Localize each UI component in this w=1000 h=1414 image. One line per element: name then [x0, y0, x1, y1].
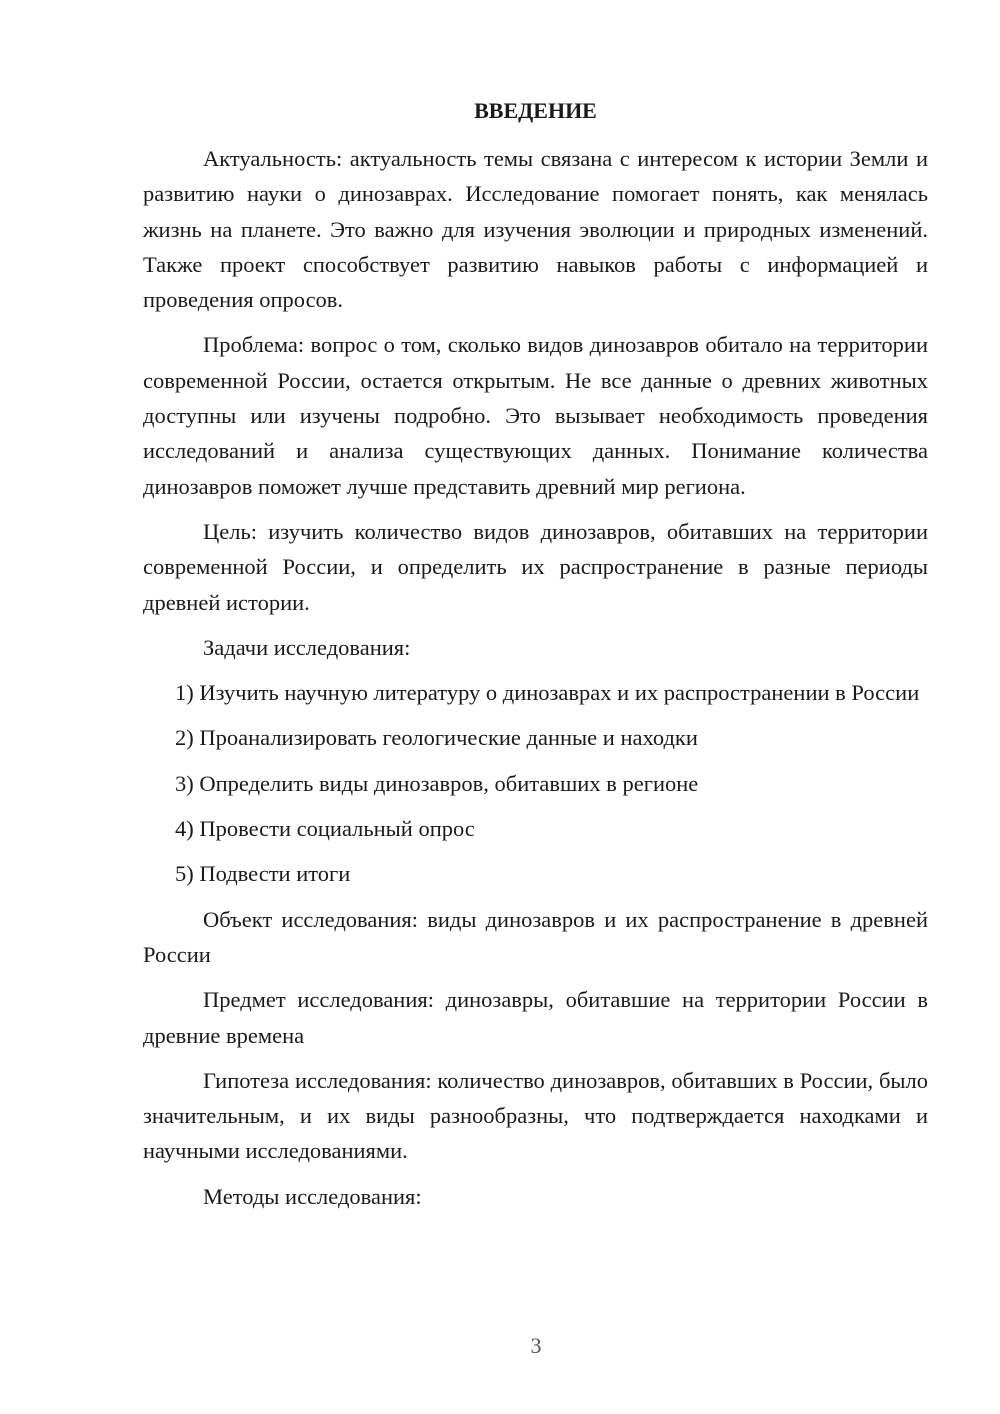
object-paragraph: Объект исследования: виды динозавров и их распространение в древней России — [143, 906, 928, 967]
task-list-item: 1) Изучить научную литературу о динозаврах и их распространении в России — [175, 680, 920, 706]
page-number: 3 — [530, 1333, 542, 1358]
goal-paragraph: Цель: изучить количество видов динозавров, обитавших на территории современной России, и определить их распространение в разные периоды древней истории. — [143, 518, 928, 615]
page-title: ВВЕДЕНИЕ — [474, 98, 597, 123]
task-list-item: 2) Проанализировать геологические данные и находки — [175, 725, 698, 751]
hypothesis-paragraph: Гипотеза исследования: количество динозавров, обитавших в России, было значительным, и их виды разнообразны, что подтверждается находками и научными исследованиями. — [143, 1067, 928, 1164]
task-list-item: 3) Определить виды динозавров, обитавших в регионе — [175, 770, 699, 796]
document-page — [143, 94, 928, 1224]
task-list-item: 5) Подвести итоги — [175, 861, 351, 887]
relevance-paragraph: Актуальность: актуальность темы связана с интересом к истории Земли и развитию науки о динозаврах. Исследование помогает понять, как менялась жизнь на планете. Это важно для изучения эволюции и природных изменений. Также проект способствует развитию навыков работы с информацией и проведения опросов. — [143, 146, 928, 313]
tasks-heading: Задачи исследования: — [203, 634, 411, 660]
problem-paragraph: Проблема: вопрос о том, сколько видов динозавров обитало на территории современной России, остается открытым. Не все данные о древних животных доступны или изучены подробно. Это вызывает необходимость проведения исследований и анализа существующих данных. Понимание количества динозавров поможет лучше представить древний мир региона. — [143, 332, 928, 499]
subject-paragraph: Предмет исследования: динозавры, обитавшие на территории России в древние времена — [143, 987, 928, 1048]
task-list-item: 4) Провести социальный опрос — [175, 816, 475, 842]
methods-heading: Методы исследования: — [203, 1183, 422, 1209]
